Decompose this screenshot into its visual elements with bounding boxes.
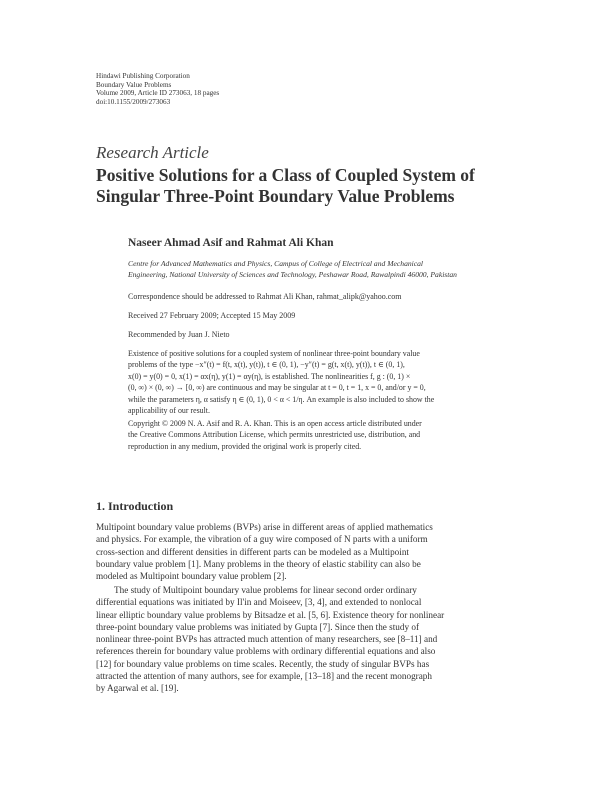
abstract xyxy=(128,348,508,416)
affiliation-line: Centre for Advanced Mathematics and Physics, Campus of College of Electrical and Mechanical xyxy=(128,259,424,268)
intro-paragraph-2 xyxy=(96,584,508,695)
paragraph-line: cross-section and different densities in different parts can be modeled as a Multipoint xyxy=(96,546,409,557)
recommended-by: Recommended by Juan J. Nieto xyxy=(128,330,230,339)
title-line: Positive Solutions for a Class of Coupled System of xyxy=(96,165,475,185)
article-title xyxy=(96,165,516,207)
abstract-line: (0, ∞) × (0, ∞) → [0, ∞) are continuous and may be singular at t = 0, t = 1, x = 0, and/or y = 0, xyxy=(128,383,426,393)
abstract-line: x(0) = y(0) = 0, x(1) = αx(η), y(1) = αy(η), is established. The nonlinearities f, g : (0, 1) × xyxy=(128,371,411,381)
intro-paragraph-1 xyxy=(96,521,508,582)
abstract-line: Existence of positive solutions for a coupled system of nonlinear three-point boundary value xyxy=(128,349,420,358)
copyright-line: Copyright © 2009 N. A. Asif and R. A. Khan. This is an open access article distributed under xyxy=(128,419,422,428)
abstract-line: while the parameters η, α satisfy η ∈ (0, 1), 0 < α < 1/η. An example is also included to show the xyxy=(128,394,435,404)
abstract-line: problems of the type −x″(t) = f(t, x(t), y(t)), t ∈ (0, 1), −y″(t) = g(t, x(t), y(t)), t ∈ (0, 1), xyxy=(128,360,405,370)
section-heading: 1. Introduction xyxy=(96,499,174,513)
copyright-line: the Creative Commons Attribution License, which permits unrestricted use, distribution, and xyxy=(128,430,421,440)
received-accepted-dates: Received 27 February 2009; Accepted 15 May 2009 xyxy=(128,311,296,320)
authors: Naseer Ahmad Asif and Rahmat Ali Khan xyxy=(128,237,334,249)
paragraph-line: references therein for boundary value problems with ordinary differential equations and also xyxy=(96,646,436,657)
copyright-line: reproduction in any medium, provided the original work is properly cited. xyxy=(128,441,362,451)
doi: doi:10.1155/2009/273063 xyxy=(96,97,171,106)
paragraph-line: differential equations was initiated by Il'in and Moiseev, [3, 4], and extended to nonlocal xyxy=(96,597,422,608)
affiliation-line: Engineering, National University of Sciences and Technology, Peshawar Road, Rawalpindi 46000, Pakistan xyxy=(128,269,457,279)
article-type: Research Article xyxy=(96,143,209,162)
copyright-notice xyxy=(128,418,508,452)
volume-info: Volume 2009, Article ID 273063, 18 pages xyxy=(96,89,220,98)
paragraph-line: boundary value problem [1]. Many problems in the theory of elastic stability can also be xyxy=(96,558,421,569)
paragraph-line: linear elliptic boundary value problems by Bitsadze et al. [5, 6]. Existence theory for nonlinear xyxy=(96,609,445,620)
journal-name: Boundary Value Problems xyxy=(96,80,172,89)
affiliation xyxy=(128,259,508,280)
correspondence: Correspondence should be addressed to Rahmat Ali Khan, rahmat_alipk@yahoo.com xyxy=(128,292,402,301)
title-line: Singular Three-Point Boundary Value Problems xyxy=(96,186,455,206)
abstract-line: applicability of our result. xyxy=(128,406,210,416)
paragraph-line: The study of Multipoint boundary value problems for linear second order ordinary xyxy=(114,585,417,595)
paragraph-line: nonlinear three-point BVPs has attracted much attention of many researchers, see [8–11] and xyxy=(96,634,438,645)
paragraph-line: Multipoint boundary value problems (BVPs) arise in different areas of applied mathematics xyxy=(96,522,433,532)
publisher: Hindawi Publishing Corporation xyxy=(96,72,190,80)
paragraph-line: and physics. For example, the vibration of a guy wire composed of N parts with a uniform xyxy=(96,534,428,545)
paragraph-line: three-point boundary value problems was initiated by Gupta [7]. Since then the study of xyxy=(96,621,420,632)
paragraph-line: attracted the attention of many authors, see for example, [13–18] and the recent monograph xyxy=(96,671,432,682)
paragraph-line: [12] for boundary value problems on time scales. Recently, the study of singular BVPs has xyxy=(96,658,430,669)
paragraph-line: modeled as Multipoint boundary value problem [2]. xyxy=(96,571,287,582)
paragraph-line: by Agarwal et al. [19]. xyxy=(96,683,179,694)
publication-info xyxy=(96,72,219,106)
